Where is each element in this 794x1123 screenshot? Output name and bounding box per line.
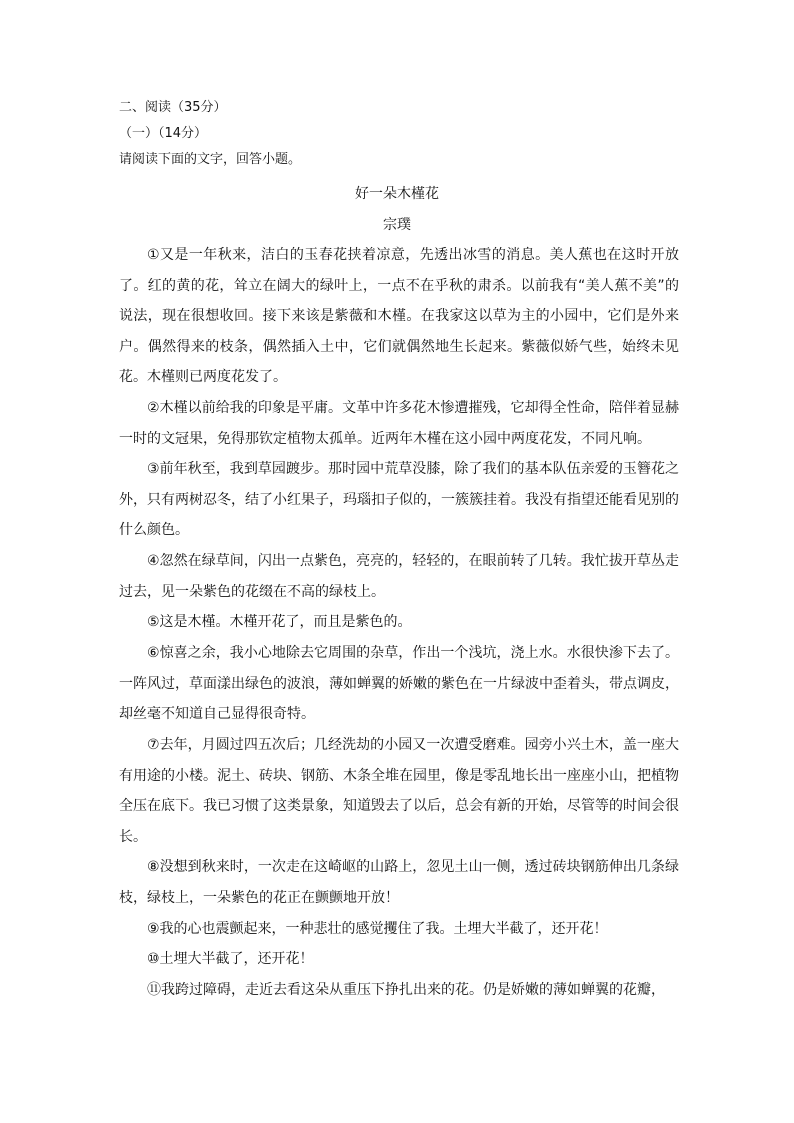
paragraph-5: ⑤这是木槿。木槿开花了，而且是紫色的。 [147, 614, 412, 630]
section-subheading: （一）（14分） [119, 126, 208, 141]
paragraph-7: ⑦去年，月圆过四五次后；几经洗劫的小园又一次遭受磨难。园旁小兴土木，盖一座大有用途的小楼。泥土、砖块、钢筋、木条全堆在园里，像是零乱地长出一座座小山，把植物全压在底下。我已习惯了这类景象，知道毁去了以后，总会有新的开始，尽管等的时间会很长。 [119, 737, 679, 845]
article-title: 好一朵木槿花 [355, 186, 439, 202]
paragraph-4: ④忽然在绿草间，闪出一点紫色，亮亮的，轻轻的，在眼前转了几转。我忙拔开草丛走过去，见一朵紫色的花缀在不高的绿枝上。 [119, 553, 679, 600]
instruction-text: 请阅读下面的文字，回答小题。 [119, 152, 302, 167]
paragraph-9: ⑨我的心也震颤起来，一种悲壮的感觉攫住了我。土埋大半截了，还开花！ [147, 921, 608, 937]
paragraph-6: ⑥惊喜之余，我小心地除去它周围的杂草，作出一个浅坑，浇上水。水很快渗下去了。一阵风过，草面漾出绿色的波浪，薄如蝉翼的娇嫩的紫色在一片绿波中歪着头，带点调皮，却丝毫不知道自己显得很奇特。 [119, 645, 679, 723]
article-author: 宗璞 [383, 217, 411, 233]
paragraph-2: ②木槿以前给我的印象是平庸。文革中许多花木惨遭摧残，它却得全性命，陪伴着显赫一时的文冠果，免得那钦定植物太孤单。近两年木槿在这小园中两度花发，不同凡响。 [119, 400, 679, 447]
paragraph-3: ③前年秋至，我到草园踱步。那时园中荒草没膝，除了我们的基本队伍亲爱的玉簪花之外，只有两树忍冬，结了小红果子，玛瑙扣子似的，一簇簇挂着。我没有指望还能看见别的什么颜色。 [119, 461, 679, 539]
paragraph-1: ①又是一年秋来，洁白的玉春花挟着凉意，先透出冰雪的消息。美人蕉也在这时开放了。红的黄的花，耸立在阔大的绿叶上，一点不在乎秋的肃杀。以前我有“美人蕉不美”的说法，现在很想收回。接下来该是紫薇和木槿。在我家这以草为主的小园中，它们是外来户。偶然得来的枝条，偶然插入土中，它们就偶然地生长起来。紫薇似娇气些，始终未见花。木槿则已两度花发了。 [119, 247, 679, 386]
paragraph-11: ⑪我跨过障碍，走近去看这朵从重压下挣扎出来的花。仍是娇嫩的薄如蝉翼的花瓣， [147, 982, 665, 998]
paragraph-8: ⑧没想到秋来时，一次走在这崎岖的山路上，忽见土山一侧，透过砖块钢筋伸出几条绿枝，绿枝上，一朵紫色的花正在颤颤地开放！ [119, 859, 679, 906]
section-heading: 二、阅读（35分） [119, 100, 227, 115]
paragraph-10: ⑩土埋大半截了，还开花！ [147, 951, 314, 967]
